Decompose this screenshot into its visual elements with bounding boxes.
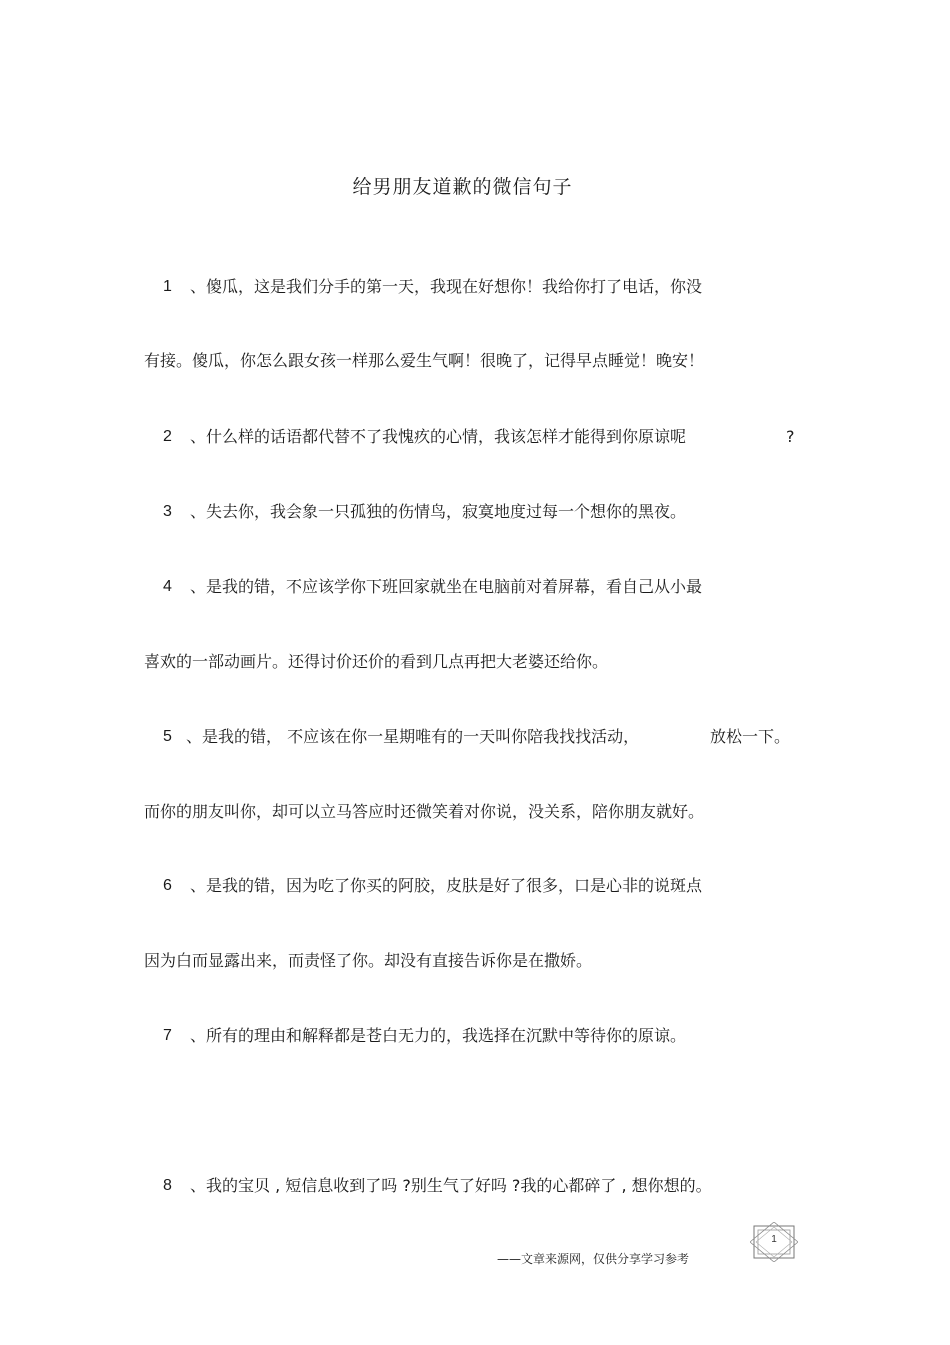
item-number: 2 [163, 428, 172, 445]
item-text-line: 因为白而显露出来，而责怪了你。却没有直接告诉你是在撒娇。 [144, 951, 593, 970]
document-title: 给男朋友道歉的微信句子 [352, 176, 573, 198]
item-text-line: 、是我的错，不应该学你下班回家就坐在电脑前对着屏幕，看自己从小最 [190, 577, 703, 596]
item-text-line: 、是我的错， 不应该在你一星期唯有的一天叫你陪我找找活动， [186, 727, 640, 746]
item-text-line: 而你的朋友叫你，却可以立马答应时还微笑着对你说，没关系，陪你朋友就好。 [144, 802, 705, 821]
item-text-line: 、所有的理由和解释都是苍白无力的，我选择在沉默中等待你的原谅。 [190, 1026, 687, 1045]
footer-source-note: ——文章来源网，仅供分享学习参考 [497, 1252, 690, 1266]
item-text-line: 、傻瓜，这是我们分手的第一天，我现在好想你！我给你打了电话，你没 [190, 277, 703, 296]
item-number: 4 [163, 578, 172, 595]
item-number: 6 [163, 877, 172, 894]
item-text-line: 、什么样的话语都代替不了我愧疚的心情，我该怎样才能得到你原谅呢 [190, 427, 687, 446]
item-text-line: 喜欢的一部动画片。还得讨价还价的看到几点再把大老婆还给你。 [144, 652, 609, 671]
item-number: 8 [163, 1177, 172, 1194]
item-number: 3 [163, 503, 172, 520]
item-text-tail: ? [786, 427, 795, 446]
item-text-line: 、我的宝贝 , 短信息收到了吗 ?别生气了好吗 ?我的心都碎了 , 想你想的。 [190, 1176, 712, 1195]
item-number: 5 [163, 728, 172, 745]
page-number-badge [750, 1222, 798, 1262]
item-text-line: 、失去你，我会象一只孤独的伤情鸟，寂寞地度过每一个想你的黑夜。 [190, 502, 687, 521]
item-text-line: 、是我的错，因为吃了你买的阿胶，皮肤是好了很多，口是心非的说斑点 [190, 876, 703, 895]
item-text-tail: 放松一下。 [710, 727, 791, 746]
item-number: 7 [163, 1027, 172, 1044]
page-number: 1 [771, 1234, 777, 1245]
item-number: 1 [163, 278, 172, 295]
item-text-line: 有接。傻瓜，你怎么跟女孩一样那么爱生气啊！很晚了，记得早点睡觉！晚安！ [144, 351, 705, 370]
